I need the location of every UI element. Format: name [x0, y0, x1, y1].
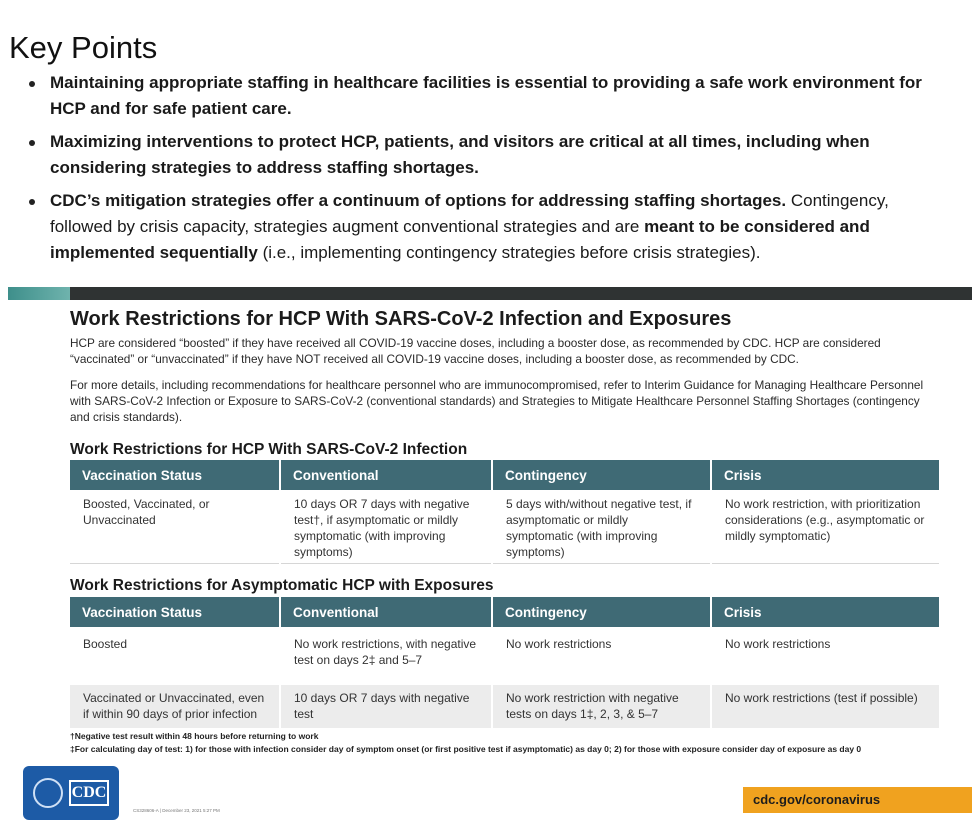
table-row: [70, 685, 939, 728]
key-point-text: (i.e., implementing contingency strategies before crisis strategies).: [257, 243, 761, 262]
exposure-table: [70, 597, 939, 728]
footnote-double-dagger: ‡For calculating day of test: 1) for those with infection consider day of symptom onset (or first positive test if asymptomatic) as day 0; 2) for those with exposure consider day of exposure as day 0: [70, 744, 862, 754]
hhs-seal-icon: [33, 778, 63, 808]
key-point-text: Maintaining appropriate staffing in healthcare facilities is essential to providing a safe work environment for HCP and for safe patient care.: [50, 73, 922, 118]
column-header: Vaccination Status: [70, 597, 281, 627]
details-paragraph: For more details, including recommendations for healthcare personnel who are immunocompromised, refer to Interim Guidance for Managing Healthcare Personnel with SARS-CoV-2 Infection or Exposure to SARS-CoV-2 (conventional standards) and Strategies to Mitigate Healthcare Personnel Staffing Shortages (contingency and crisis standards).: [70, 378, 924, 424]
key-point-item: [28, 70, 943, 122]
definition-paragraph: HCP are considered “boosted” if they have received all COVID-19 vaccine doses, including a booster dose, as recommended by CDC. HCP are considered “vaccinated” or “unvaccinated” if they have NOT received all COVID-19 vaccine doses, including a booster dose, as recommended by CDC.: [70, 336, 881, 366]
table-cell: 10 days OR 7 days with negative test: [281, 685, 493, 728]
table-header-row: [70, 597, 939, 627]
table-cell: Boosted: [70, 627, 281, 685]
table-cell: No work restrictions (test if possible): [712, 685, 939, 728]
column-header: Vaccination Status: [70, 460, 281, 490]
cdc-url-banner: cdc.gov/coronavirus: [743, 787, 972, 813]
infographic-image: [8, 287, 972, 832]
top-bar-accent: [8, 287, 70, 300]
table-cell: No work restrictions: [712, 627, 939, 685]
top-bar: [8, 287, 972, 300]
column-header: Crisis: [712, 460, 939, 490]
table-cell: No work restrictions, with negative test on days 2‡ and 5–7: [281, 627, 493, 685]
table-header-row: [70, 460, 939, 490]
page-title: Key Points: [9, 30, 158, 65]
table-cell: 10 days OR 7 days with negative test†, if asymptomatic or mildly symptomatic (with improving symptoms): [281, 490, 493, 564]
table-cell: No work restriction with negative tests on days 1‡, 2, 3, & 5–7: [493, 685, 712, 728]
infection-table: [70, 460, 939, 564]
table-cell: No work restriction, with prioritization considerations (e.g., asymptomatic or mildly symptomatic): [712, 490, 939, 564]
table-cell: Boosted, Vaccinated, or Unvaccinated: [70, 490, 281, 564]
table-cell: No work restrictions: [493, 627, 712, 685]
column-header: Contingency: [493, 597, 712, 627]
column-header: Conventional: [281, 460, 493, 490]
cdc-logo-text: CDC: [69, 780, 109, 806]
infographic-title: Work Restrictions for HCP With SARS-CoV-2 Infection and Exposures: [70, 308, 732, 330]
table-cell: Vaccinated or Unvaccinated, even if within 90 days of prior infection: [70, 685, 281, 728]
footnote-dagger: †Negative test result within 48 hours before returning to work: [70, 731, 319, 741]
key-point-text: Contingency, followed by crisis capacity, strategies augment conventional strategies and are: [50, 191, 889, 236]
column-header: Conventional: [281, 597, 493, 627]
fine-print: CS328606-A | December 23, 2021 5:27 PM: [133, 808, 220, 813]
exposure-table-title: Work Restrictions for Asymptomatic HCP with Exposures: [70, 577, 494, 594]
key-points-list: [28, 70, 943, 273]
infection-table-title: Work Restrictions for HCP With SARS-CoV-2 Infection: [70, 441, 468, 458]
column-header: Contingency: [493, 460, 712, 490]
table-cell: 5 days with/without negative test, if asymptomatic or mildly symptomatic (with improving symptoms): [493, 490, 712, 564]
column-header: Crisis: [712, 597, 939, 627]
cdc-logo: [23, 766, 119, 820]
key-point-item: [28, 188, 943, 266]
key-point-item: [28, 129, 943, 181]
key-point-text: Maximizing interventions to protect HCP, patients, and visitors are critical at all times, including when considering strategies to address staffing shortages.: [50, 132, 870, 177]
table-row: [70, 490, 939, 564]
key-point-bold-text: meant to be considered and implemented sequentially: [50, 217, 870, 262]
key-point-bold-text: CDC’s mitigation strategies offer a continuum of options for addressing staffing shortages.: [50, 191, 787, 210]
table-row: [70, 627, 939, 685]
